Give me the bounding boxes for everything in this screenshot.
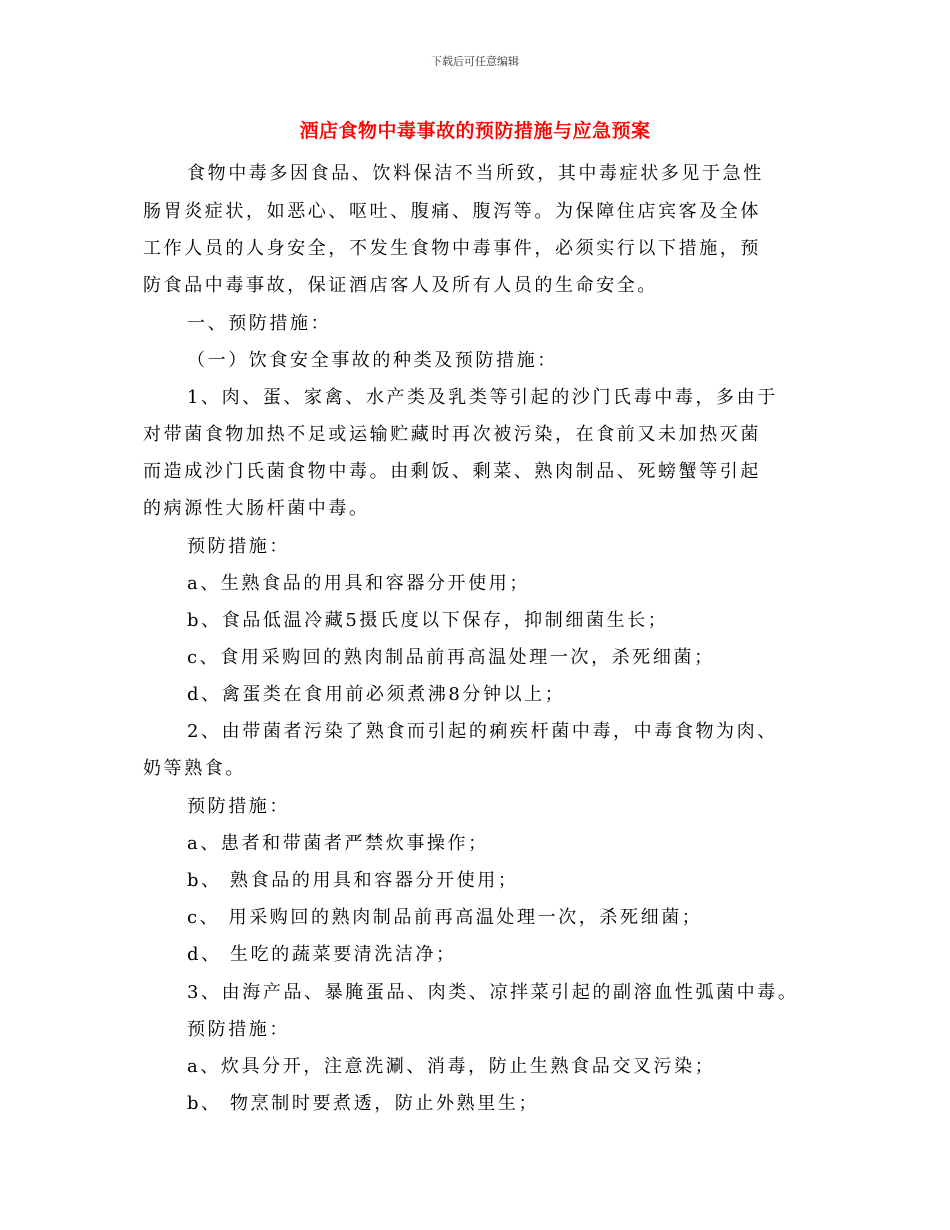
- paragraph-line: 防食品中毒事故，保证酒店客人及所有人员的生命安全。: [143, 275, 658, 296]
- paragraph-line: 2、由带菌者污染了熟食而引起的痢疾杆菌中毒，中毒食物为肉、: [187, 721, 778, 742]
- paragraph-line: 食物中毒多因食品、饮料保洁不当所致，其中毒症状多见于急性: [187, 163, 764, 184]
- paragraph-line: 奶等熟食。: [143, 758, 246, 779]
- list-item: b、食品低温冷藏5摄氏度以下保存，抑制细菌生长；: [187, 610, 669, 631]
- list-item: a、生熟食品的用具和容器分开使用；: [187, 573, 530, 594]
- document-title: 酒店食物中毒事故的预防措施与应急预案: [299, 120, 651, 142]
- header-note: 下载后可任意编辑: [431, 55, 519, 68]
- paragraph-line: 对带菌食物加热不足或运输贮藏时再次被污染，在食前又未加热灭菌: [143, 424, 761, 445]
- list-item: c、食用采购回的熟肉制品前再高温处理一次，杀死细菌；: [187, 647, 715, 668]
- paragraph-line: 而造成沙门氏菌食物中毒。由剩饭、剩菜、熟肉制品、死螃蟹等引起: [143, 461, 761, 482]
- paragraph-line: 1、肉、蛋、家禽、水产类及乳类等引起的沙门氏毒中毒，多由于: [187, 387, 778, 408]
- paragraph-line: 肠胃炎症状，如恶心、呕吐、腹痛、腹泻等。为保障住店宾客及全体: [143, 201, 761, 222]
- paragraph-line: 3、由海产品、暴腌蛋品、肉类、凉拌菜引起的副溶血性弧菌中毒。: [187, 982, 799, 1003]
- list-item: a、患者和带菌者严禁炊事操作；: [187, 833, 489, 854]
- list-item: c、 用采购回的熟肉制品前再高温处理一次，杀死细菌；: [187, 907, 703, 928]
- measures-label: 预防措施：: [187, 536, 290, 557]
- measures-label: 预防措施：: [187, 1019, 290, 1040]
- section-heading: 一、预防措施：: [187, 313, 332, 334]
- paragraph-line: 的病源性大肠杆菌中毒。: [143, 498, 370, 519]
- subsection-heading: （一）饮食安全事故的种类及预防措施：: [187, 350, 558, 371]
- list-item: d、禽蛋类在食用前必须煮沸8分钟以上；: [187, 684, 566, 705]
- list-item: a、炊具分开，注意洗涮、消毒，防止生熟食品交叉污染；: [187, 1056, 716, 1077]
- list-item: b、 物烹制时要煮透，防止外熟里生；: [187, 1093, 540, 1114]
- list-item: b、 熟食品的用具和容器分开使用；: [187, 870, 519, 891]
- measures-label: 预防措施：: [187, 796, 290, 817]
- list-item: d、 生吃的蔬菜要清洗洁净；: [187, 944, 457, 965]
- paragraph-line: 工作人员的人身安全，不发生食物中毒事件，必须实行以下措施，预: [143, 238, 761, 259]
